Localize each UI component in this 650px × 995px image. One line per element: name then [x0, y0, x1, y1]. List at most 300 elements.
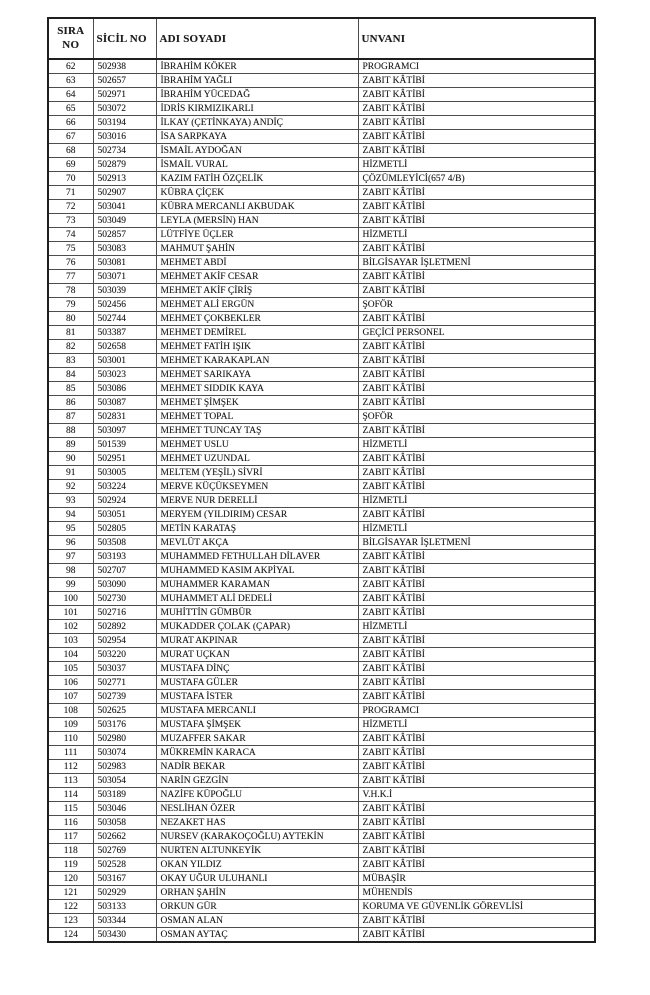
table-cell: 69	[48, 158, 93, 172]
table-cell: 502983	[93, 760, 156, 774]
table-cell: MEHMET UZUNDAL	[156, 452, 358, 466]
table-cell: 86	[48, 396, 93, 410]
table-cell: 96	[48, 536, 93, 550]
table-row	[48, 200, 595, 214]
table-cell: 74	[48, 228, 93, 242]
table-cell: ZABIT KÂTİBİ	[358, 368, 595, 382]
table-cell: MEHMET TOPAL	[156, 410, 358, 424]
table-row	[48, 578, 595, 592]
column-header-sira-no: SIRA NO	[48, 18, 93, 59]
table-cell: 502739	[93, 690, 156, 704]
table-cell: NEZAKET HAS	[156, 816, 358, 830]
table-cell: 102	[48, 620, 93, 634]
table-row	[48, 872, 595, 886]
table-cell: 502716	[93, 606, 156, 620]
table-cell: 63	[48, 74, 93, 88]
table-row	[48, 424, 595, 438]
table-cell: 87	[48, 410, 93, 424]
table-cell: MERVE KÜÇÜKSEYMEN	[156, 480, 358, 494]
header-row	[48, 18, 595, 59]
table-row	[48, 816, 595, 830]
table-cell: ZABIT KÂTİBİ	[358, 88, 595, 102]
table-cell: MUHAMMED KASIM AKPİYAL	[156, 564, 358, 578]
table-cell: MUKADDER ÇOLAK (ÇAPAR)	[156, 620, 358, 634]
table-cell: MÜHENDİS	[358, 886, 595, 900]
table-cell: MEHMET ALİ ERGÜN	[156, 298, 358, 312]
table-cell: HİZMETLİ	[358, 158, 595, 172]
table-cell: MEHMET AKİF ÇİRİŞ	[156, 284, 358, 298]
table-cell: ZABIT KÂTİBİ	[358, 592, 595, 606]
table-cell: 503023	[93, 368, 156, 382]
column-header-adi-soyadi: ADI SOYADI	[156, 18, 358, 59]
table-cell: MEHMET SIDDIK KAYA	[156, 382, 358, 396]
table-row	[48, 928, 595, 943]
table-cell: OSMAN AYTAÇ	[156, 928, 358, 943]
table-cell: ZABIT KÂTİBİ	[358, 74, 595, 88]
table-cell: MEVLÜT AKÇA	[156, 536, 358, 550]
table-cell: 503074	[93, 746, 156, 760]
table-cell: ÇÖZÜMLEYİCİ(657 4/B)	[358, 172, 595, 186]
table-cell: 502971	[93, 88, 156, 102]
table-cell: 72	[48, 200, 93, 214]
table-cell: ZABIT KÂTİBİ	[358, 732, 595, 746]
table-cell: ZABIT KÂTİBİ	[358, 802, 595, 816]
table-cell: ZABIT KÂTİBİ	[358, 354, 595, 368]
table-cell: MEHMET FATİH IŞIK	[156, 340, 358, 354]
table-cell: HİZMETLİ	[358, 438, 595, 452]
table-cell: 503054	[93, 774, 156, 788]
table-cell: LÜTFİYE ÜÇLER	[156, 228, 358, 242]
table-row	[48, 718, 595, 732]
table-cell: 503220	[93, 648, 156, 662]
table-cell: 503133	[93, 900, 156, 914]
table-cell: OKAY UĞUR ULUHANLI	[156, 872, 358, 886]
table-cell: 85	[48, 382, 93, 396]
table-cell: MUSTAFA DİNÇ	[156, 662, 358, 676]
table-cell: İSMAİL VURAL	[156, 158, 358, 172]
table-row	[48, 914, 595, 928]
table-cell: OSMAN ALAN	[156, 914, 358, 928]
table-cell: NURSEV (KARAKOÇOĞLU) AYTEKİN	[156, 830, 358, 844]
table-cell: 502744	[93, 312, 156, 326]
table-cell: 93	[48, 494, 93, 508]
table-cell: 120	[48, 872, 93, 886]
table-cell: İBRAHİM YAĞLI	[156, 74, 358, 88]
table-row	[48, 158, 595, 172]
table-cell: ZABIT KÂTİBİ	[358, 760, 595, 774]
table-cell: 503071	[93, 270, 156, 284]
table-cell: 502938	[93, 59, 156, 74]
table-cell: BİLGİSAYAR İŞLETMENİ	[358, 256, 595, 270]
table-cell: 119	[48, 858, 93, 872]
table-row	[48, 900, 595, 914]
table-row	[48, 494, 595, 508]
table-cell: 502730	[93, 592, 156, 606]
table-row	[48, 382, 595, 396]
table-cell: İDRİS KIRMIZIKARLI	[156, 102, 358, 116]
table-cell: 95	[48, 522, 93, 536]
table-cell: MEHMET SARIKAYA	[156, 368, 358, 382]
table-cell: 502456	[93, 298, 156, 312]
table-cell: İBRAHİM KÖKER	[156, 59, 358, 74]
table-cell: ZABIT KÂTİBİ	[358, 774, 595, 788]
table-cell: 502929	[93, 886, 156, 900]
table-cell: 503189	[93, 788, 156, 802]
table-row	[48, 102, 595, 116]
table-cell: 91	[48, 466, 93, 480]
table-row	[48, 704, 595, 718]
table-cell: 114	[48, 788, 93, 802]
table-cell: 502831	[93, 410, 156, 424]
table-cell: 81	[48, 326, 93, 340]
table-cell: HİZMETLİ	[358, 228, 595, 242]
personnel-table	[47, 17, 596, 943]
table-cell: ORKUN GÜR	[156, 900, 358, 914]
table-cell: ZABIT KÂTİBİ	[358, 116, 595, 130]
table-cell: 65	[48, 102, 93, 116]
table-cell: 502658	[93, 340, 156, 354]
table-cell: 503508	[93, 536, 156, 550]
table-cell: 105	[48, 662, 93, 676]
table-cell: 502907	[93, 186, 156, 200]
table-cell: ZABIT KÂTİBİ	[358, 424, 595, 438]
table-cell: 68	[48, 144, 93, 158]
table-header	[48, 18, 595, 59]
table-cell: MÜBAŞİR	[358, 872, 595, 886]
table-cell: ZABIT KÂTİBİ	[358, 928, 595, 943]
table-cell: ZABIT KÂTİBİ	[358, 340, 595, 354]
table-row	[48, 298, 595, 312]
table-row	[48, 886, 595, 900]
table-cell: KÜBRA MERCANLI AKBUDAK	[156, 200, 358, 214]
table-row	[48, 536, 595, 550]
table-cell: 503058	[93, 816, 156, 830]
table-cell: 502879	[93, 158, 156, 172]
table-cell: 502657	[93, 74, 156, 88]
table-cell: 503090	[93, 578, 156, 592]
table-cell: 90	[48, 452, 93, 466]
table-cell: 117	[48, 830, 93, 844]
table-cell: 80	[48, 312, 93, 326]
table-cell: ZABIT KÂTİBİ	[358, 186, 595, 200]
table-cell: MUHAMMED FETHULLAH DİLAVER	[156, 550, 358, 564]
table-row	[48, 802, 595, 816]
table-cell: MERVE NUR DERELLİ	[156, 494, 358, 508]
table-row	[48, 396, 595, 410]
table-cell: MUSTAFA GÜLER	[156, 676, 358, 690]
table-row	[48, 788, 595, 802]
table-cell: MEHMET ABDİ	[156, 256, 358, 270]
table-cell: ZABIT KÂTİBİ	[358, 382, 595, 396]
table-row	[48, 550, 595, 564]
table-cell: 112	[48, 760, 93, 774]
table-cell: 73	[48, 214, 93, 228]
table-cell: ZABIT KÂTİBİ	[358, 508, 595, 522]
table-cell: 82	[48, 340, 93, 354]
table-cell: KORUMA VE GÜVENLİK GÖREVLİSİ	[358, 900, 595, 914]
table-cell: ZABIT KÂTİBİ	[358, 312, 595, 326]
table-cell: 502857	[93, 228, 156, 242]
table-row	[48, 270, 595, 284]
table-cell: 503081	[93, 256, 156, 270]
table-cell: 503087	[93, 396, 156, 410]
table-row	[48, 452, 595, 466]
table-cell: 503344	[93, 914, 156, 928]
table-cell: 64	[48, 88, 93, 102]
table-cell: HİZMETLİ	[358, 522, 595, 536]
table-cell: ZABIT KÂTİBİ	[358, 662, 595, 676]
table-cell: 83	[48, 354, 93, 368]
table-cell: 503051	[93, 508, 156, 522]
table-cell: ZABIT KÂTİBİ	[358, 130, 595, 144]
table-cell: 123	[48, 914, 93, 928]
table-cell: 113	[48, 774, 93, 788]
table-row	[48, 438, 595, 452]
table-cell: ZABIT KÂTİBİ	[358, 914, 595, 928]
table-cell: 502805	[93, 522, 156, 536]
table-cell: V.H.K.İ	[358, 788, 595, 802]
table-cell: 503387	[93, 326, 156, 340]
table-cell: ZABIT KÂTİBİ	[358, 858, 595, 872]
table-cell: 502662	[93, 830, 156, 844]
table-cell: 88	[48, 424, 93, 438]
table-cell: ZABIT KÂTİBİ	[358, 690, 595, 704]
table-cell: MUZAFFER SAKAR	[156, 732, 358, 746]
table-cell: 502707	[93, 564, 156, 578]
table-cell: 97	[48, 550, 93, 564]
table-cell: 502913	[93, 172, 156, 186]
table-cell: MUSTAFA ŞİMŞEK	[156, 718, 358, 732]
table-cell: ZABIT KÂTİBİ	[358, 102, 595, 116]
table-cell: ZABIT KÂTİBİ	[358, 550, 595, 564]
table-cell: ORHAN ŞAHİN	[156, 886, 358, 900]
table-cell: İSA SARPKAYA	[156, 130, 358, 144]
table-row	[48, 368, 595, 382]
table-cell: 502769	[93, 844, 156, 858]
table-cell: ZABIT KÂTİBİ	[358, 200, 595, 214]
table-cell: 503097	[93, 424, 156, 438]
table-cell: 62	[48, 59, 93, 74]
table-row	[48, 662, 595, 676]
table-cell: MÜKREMİN KARACA	[156, 746, 358, 760]
table-row	[48, 634, 595, 648]
table-cell: 101	[48, 606, 93, 620]
table-row	[48, 59, 595, 74]
table-cell: OKAN YILDIZ	[156, 858, 358, 872]
table-cell: 503005	[93, 466, 156, 480]
table-cell: 109	[48, 718, 93, 732]
table-cell: 503039	[93, 284, 156, 298]
table-row	[48, 88, 595, 102]
table-cell: PROGRAMCI	[358, 59, 595, 74]
table-cell: ZABIT KÂTİBİ	[358, 284, 595, 298]
table-row	[48, 592, 595, 606]
table-cell: PROGRAMCI	[358, 704, 595, 718]
table-cell: MEHMET ŞİMŞEK	[156, 396, 358, 410]
table-cell: 89	[48, 438, 93, 452]
table-row	[48, 242, 595, 256]
table-row	[48, 144, 595, 158]
table-cell: ŞOFÖR	[358, 410, 595, 424]
table-cell: 111	[48, 746, 93, 760]
table-cell: ZABIT KÂTİBİ	[358, 242, 595, 256]
table-cell: MURAT UÇKAN	[156, 648, 358, 662]
table-cell: MERYEM (YILDIRIM) CESAR	[156, 508, 358, 522]
table-row	[48, 830, 595, 844]
table-cell: 76	[48, 256, 93, 270]
table-row	[48, 186, 595, 200]
table-row	[48, 480, 595, 494]
table-cell: MEHMET AKİF CESAR	[156, 270, 358, 284]
table-row	[48, 228, 595, 242]
table-cell: 103	[48, 634, 93, 648]
table-row	[48, 620, 595, 634]
table-cell: 502528	[93, 858, 156, 872]
table-cell: NURTEN ALTUNKEYİK	[156, 844, 358, 858]
table-cell: ZABIT KÂTİBİ	[358, 270, 595, 284]
table-cell: 98	[48, 564, 93, 578]
table-cell: 100	[48, 592, 93, 606]
table-cell: 71	[48, 186, 93, 200]
table-cell: ZABIT KÂTİBİ	[358, 578, 595, 592]
table-row	[48, 760, 595, 774]
table-cell: 122	[48, 900, 93, 914]
table-cell: ZABIT KÂTİBİ	[358, 816, 595, 830]
table-cell: METİN KARATAŞ	[156, 522, 358, 536]
table-cell: 503016	[93, 130, 156, 144]
table-cell: ZABIT KÂTİBİ	[358, 676, 595, 690]
table-cell: MEHMET TUNCAY TAŞ	[156, 424, 358, 438]
table-cell: 503072	[93, 102, 156, 116]
table-cell: MUSTAFA MERCANLI	[156, 704, 358, 718]
table-cell: 503193	[93, 550, 156, 564]
table-row	[48, 130, 595, 144]
table-cell: NADİR BEKAR	[156, 760, 358, 774]
table-row	[48, 564, 595, 578]
table-row	[48, 522, 595, 536]
table-cell: 70	[48, 172, 93, 186]
table-cell: 503037	[93, 662, 156, 676]
table-row	[48, 508, 595, 522]
table-cell: 503049	[93, 214, 156, 228]
table-row	[48, 340, 595, 354]
table-cell: 107	[48, 690, 93, 704]
table-row	[48, 858, 595, 872]
table-cell: MUHİTTİN GÜMBÜR	[156, 606, 358, 620]
table-cell: MUHAMMET ALİ DEDELİ	[156, 592, 358, 606]
table-cell: 503176	[93, 718, 156, 732]
table-cell: İSMAİL AYDOĞAN	[156, 144, 358, 158]
table-cell: 110	[48, 732, 93, 746]
table-cell: NESLİHAN ÖZER	[156, 802, 358, 816]
table-cell: ZABIT KÂTİBİ	[358, 466, 595, 480]
table-cell: ZABIT KÂTİBİ	[358, 396, 595, 410]
table-cell: 503041	[93, 200, 156, 214]
table-cell: ZABIT KÂTİBİ	[358, 634, 595, 648]
table-cell: 502980	[93, 732, 156, 746]
table-cell: LEYLA (MERSİN) HAN	[156, 214, 358, 228]
column-header-unvani: UNVANI	[358, 18, 595, 59]
table-row	[48, 466, 595, 480]
table-cell: ZABIT KÂTİBİ	[358, 648, 595, 662]
table-cell: 502951	[93, 452, 156, 466]
table-cell: 66	[48, 116, 93, 130]
table-cell: ZABIT KÂTİBİ	[358, 844, 595, 858]
table-cell: İBRAHİM YÜCEDAĞ	[156, 88, 358, 102]
table-cell: MEHMET ÇOKBEKLER	[156, 312, 358, 326]
table-cell: 502924	[93, 494, 156, 508]
table-cell: 78	[48, 284, 93, 298]
table-cell: 503194	[93, 116, 156, 130]
table-row	[48, 732, 595, 746]
table-cell: 77	[48, 270, 93, 284]
table-cell: 503167	[93, 872, 156, 886]
table-cell: MELTEM (YEŞİL) SİVRİ	[156, 466, 358, 480]
table-cell: 502771	[93, 676, 156, 690]
table-row	[48, 844, 595, 858]
table-cell: MEHMET DEMİREL	[156, 326, 358, 340]
table-cell: 92	[48, 480, 93, 494]
table-cell: 503086	[93, 382, 156, 396]
table-cell: ZABIT KÂTİBİ	[358, 452, 595, 466]
table-cell: MAHMUT ŞAHİN	[156, 242, 358, 256]
table-cell: NARİN GEZGİN	[156, 774, 358, 788]
table-cell: 118	[48, 844, 93, 858]
table-cell: 79	[48, 298, 93, 312]
table-cell: 99	[48, 578, 93, 592]
table-cell: 502625	[93, 704, 156, 718]
table-cell: 502734	[93, 144, 156, 158]
table-cell: HİZMETLİ	[358, 494, 595, 508]
table-cell: 503046	[93, 802, 156, 816]
table-row	[48, 256, 595, 270]
table-cell: GEÇİCİ PERSONEL	[358, 326, 595, 340]
table-cell: 502954	[93, 634, 156, 648]
table-cell: 84	[48, 368, 93, 382]
table-cell: 502892	[93, 620, 156, 634]
table-row	[48, 690, 595, 704]
table-cell: HİZMETLİ	[358, 620, 595, 634]
table-cell: 116	[48, 816, 93, 830]
table-cell: MEHMET KARAKAPLAN	[156, 354, 358, 368]
table-cell: 501539	[93, 438, 156, 452]
table-row	[48, 214, 595, 228]
table-row	[48, 746, 595, 760]
table-cell: 75	[48, 242, 93, 256]
table-cell: 104	[48, 648, 93, 662]
table-cell: ZABIT KÂTİBİ	[358, 830, 595, 844]
table-cell: MEHMET USLU	[156, 438, 358, 452]
table-cell: ZABIT KÂTİBİ	[358, 606, 595, 620]
table-cell: ZABIT KÂTİBİ	[358, 480, 595, 494]
table-cell: 94	[48, 508, 93, 522]
table-cell: 121	[48, 886, 93, 900]
table-cell: ZABIT KÂTİBİ	[358, 746, 595, 760]
table-cell: 115	[48, 802, 93, 816]
table-row	[48, 648, 595, 662]
table-cell: ZABIT KÂTİBİ	[358, 564, 595, 578]
table-cell: KÜBRA ÇİÇEK	[156, 186, 358, 200]
table-body	[48, 59, 595, 942]
table-row	[48, 284, 595, 298]
table-row	[48, 676, 595, 690]
table-cell: 503001	[93, 354, 156, 368]
table-cell: MURAT AKPINAR	[156, 634, 358, 648]
table-row	[48, 774, 595, 788]
table-row	[48, 74, 595, 88]
table-cell: 108	[48, 704, 93, 718]
table-cell: ZABIT KÂTİBİ	[358, 144, 595, 158]
